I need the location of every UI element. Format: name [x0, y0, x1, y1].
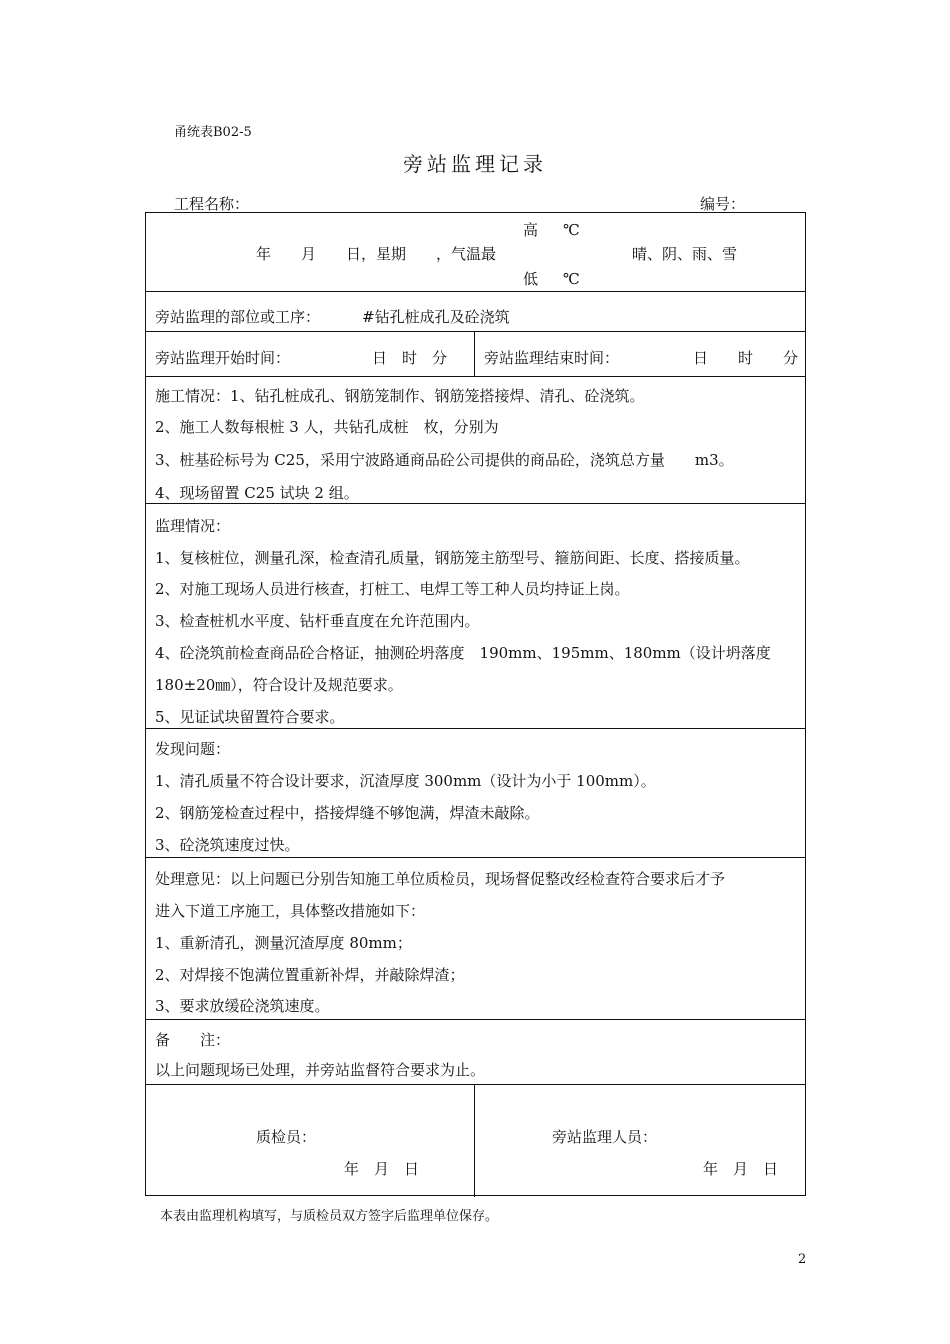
supervision-line: 2、对施工现场人员进行核查，打桩工、电焊工等工种人员均持证上岗。 [155, 580, 630, 598]
temp-low-label: 低 [523, 270, 539, 288]
handling-line: 3、要求放缓砼浇筑速度。 [155, 997, 330, 1015]
temp-high-unit: ℃ [563, 221, 580, 239]
problem-line: 3、砼浇筑速度过快。 [155, 836, 300, 854]
problem-line: 1、清孔质量不符合设计要求，沉渣厚度 300mm（设计为小于 100mm）。 [155, 772, 656, 790]
column-divider [474, 331, 475, 376]
row-divider [146, 728, 805, 729]
row-divider [146, 291, 805, 292]
inspector-signature-label: 质检员： [256, 1128, 317, 1146]
row-divider [146, 1084, 805, 1085]
handling-line: 1、重新清孔，测量沉渣厚度 80mm； [155, 934, 412, 952]
row-divider [146, 857, 805, 858]
form-code: 甬统表B02-5 [174, 125, 252, 140]
handling-line: 2、对焊接不饱满位置重新补焊，并敲除焊渣； [155, 966, 465, 984]
row-divider [146, 331, 805, 332]
construction-line: 4、现场留置 C25 试块 2 组。 [155, 484, 359, 502]
page-number: 2 [798, 1252, 807, 1267]
problem-line: 2、钢筋笼检查过程中，搭接焊缝不够饱满，焊渣未敲除。 [155, 804, 540, 822]
record-number-label: 编号： [700, 195, 746, 213]
weather-options: 晴、阴、雨、雪 [632, 245, 738, 263]
handling-line: 处理意见：以上问题已分别告知施工单位质检员，现场督促整改经检查符合要求后才予 [155, 870, 726, 888]
start-time-label: 旁站监理开始时间： [155, 349, 291, 367]
supervision-line: 180±20㎜），符合设计及规范要求。 [155, 676, 403, 694]
row-divider [146, 503, 805, 504]
construction-line: 2、施工人数每根桩 3 人，共钻孔成桩 枚，分别为 [155, 418, 499, 436]
row-divider [146, 1019, 805, 1020]
supervisor-signature-label: 旁站监理人员： [552, 1128, 658, 1146]
supervision-line: 5、见证试块留置符合要求。 [155, 708, 345, 726]
supervisor-signature-date: 年 月 日 [703, 1160, 779, 1178]
end-time-label: 旁站监理结束时间： [484, 349, 620, 367]
date-field: 年 月 日，星期 ，气温最 [256, 245, 497, 263]
end-time-units: 日 时 分 [693, 349, 799, 367]
project-name-label: 工程名称： [174, 195, 250, 213]
supervision-line: 4、砼浇筑前检查商品砼合格证，抽测砼坍落度 190mm、195mm、180mm（设计坍落度 [155, 644, 771, 662]
handling-line: 进入下道工序施工，具体整改措施如下： [155, 902, 426, 920]
remarks-text: 以上问题现场已处理，并旁站监督符合要求为止。 [155, 1061, 486, 1079]
problem-line: 发现问题： [155, 740, 231, 758]
part-label: 旁站监理的部位或工序： [155, 308, 321, 326]
column-divider [474, 1084, 475, 1197]
construction-line: 3、桩基砼标号为 C25，采用宁波路通商品砼公司提供的商品砼，浇筑总方量 m3。 [155, 451, 734, 469]
record-table [145, 212, 806, 1196]
supervision-line: 3、检查桩机水平度、钻杆垂直度在允许范围内。 [155, 612, 480, 630]
supervision-line: 监理情况： [155, 517, 231, 535]
remarks-label: 备 注： [155, 1031, 231, 1049]
construction-line: 施工情况：1、钻孔桩成孔、钢筋笼制作、钢筋笼搭接焊、清孔、砼浇筑。 [155, 387, 645, 405]
page-title: 旁站监理记录 [403, 152, 547, 176]
start-time-units: 日 时 分 [372, 349, 448, 367]
part-value: #钻孔桩成孔及砼浇筑 [362, 308, 510, 326]
temp-high-label: 高 [523, 221, 539, 239]
footer-note: 本表由监理机构填写，与质检员双方签字后监理单位保存。 [160, 1209, 499, 1224]
row-divider [146, 376, 805, 377]
supervision-line: 1、复核桩位，测量孔深，检查清孔质量，钢筋笼主筋型号、箍筋间距、长度、搭接质量。 [155, 549, 750, 567]
temp-low-unit: ℃ [563, 270, 580, 288]
inspector-signature-date: 年 月 日 [344, 1160, 420, 1178]
